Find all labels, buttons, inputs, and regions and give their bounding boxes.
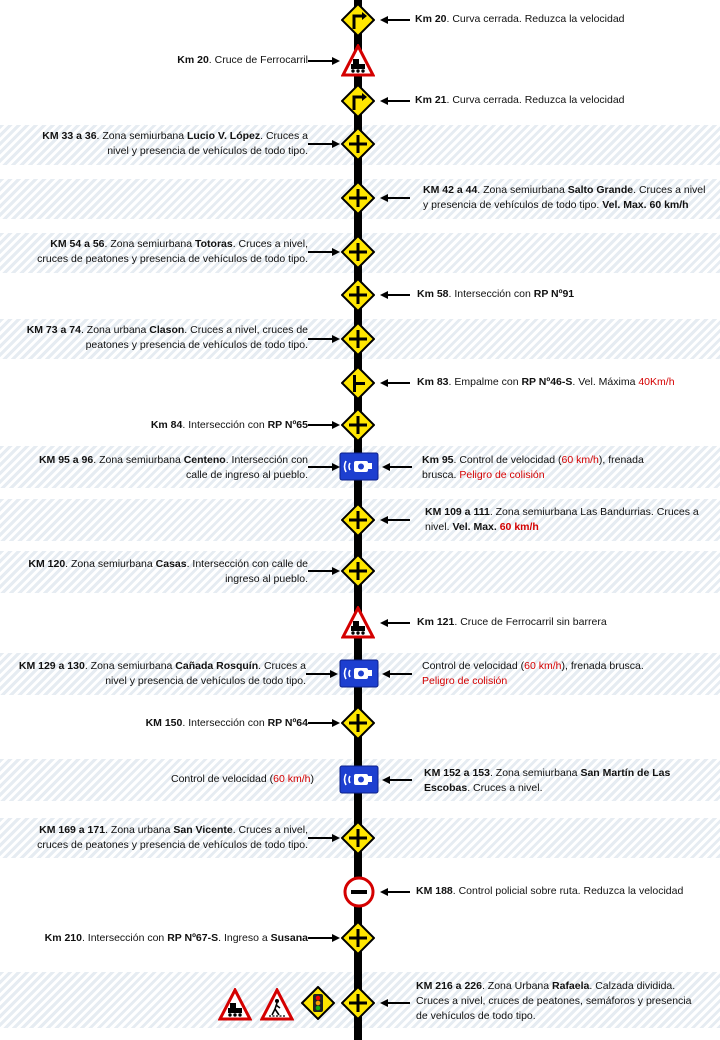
crossroads-icon xyxy=(341,322,375,356)
entry-text: Km 210. Intersección con RP Nº67-S. Ingreso a Susana xyxy=(44,932,308,944)
arrow-left xyxy=(380,515,412,525)
crossroads-icon xyxy=(341,278,375,312)
crossroads-icon xyxy=(341,181,375,215)
arrow-right xyxy=(308,139,340,149)
radar-icon xyxy=(339,452,379,482)
crossroads-icon xyxy=(341,821,375,855)
entry-text: KM 73 a 74. Zona urbana Clason. Cruces a nivel, cruces de peatones y presencia de vehículos de todo tipo. xyxy=(26,324,308,351)
t-junction-icon xyxy=(341,366,375,400)
arrow-left xyxy=(380,96,412,106)
arrow-right xyxy=(306,669,338,679)
arrow-left xyxy=(380,378,412,388)
arrow-left xyxy=(380,887,412,897)
curve-right-icon xyxy=(341,84,375,118)
curve-right-icon xyxy=(341,3,375,37)
crossroads-icon xyxy=(341,127,375,161)
railroad-crossing-icon xyxy=(218,988,252,1022)
arrow-left xyxy=(382,775,414,785)
arrow-left xyxy=(380,998,412,1008)
radar-icon xyxy=(339,659,379,689)
arrow-right xyxy=(308,56,340,66)
traffic-light-icon xyxy=(301,986,335,1020)
arrow-left xyxy=(382,462,414,472)
entry-text: KM 42 a 44. Zona semiurbana Salto Grande. Cruces a nivel y presencia de vehículos de todo tipo. Vel. Max. 60 km/h xyxy=(423,184,706,211)
crossroads-icon xyxy=(341,921,375,955)
entry-text: Km 83. Empalme con RP Nº46-S. Vel. Máxima 40Km/h xyxy=(417,376,675,388)
entry-text: KM 54 a 56. Zona semiurbana Totoras. Cruces a nivel, cruces de peatones y presencia de vehículos de todo tipo. xyxy=(37,238,308,265)
entry-text: Km 20. Curva cerrada. Reduzca la velocidad xyxy=(415,13,625,25)
arrow-left xyxy=(380,193,412,203)
entry-text: Km 121. Cruce de Ferrocarril sin barrera xyxy=(417,616,607,628)
crossroads-icon xyxy=(341,503,375,537)
entry-text: KM 216 a 226. Zona Urbana Rafaela. Calzada dividida. Cruces a nivel, cruces de peatones, semáforos y presencia de vehículos de todo tipo. xyxy=(416,980,692,1022)
railroad-crossing-icon xyxy=(341,44,375,78)
entry-text: Km 58. Intersección con RP Nº91 xyxy=(417,288,575,300)
crossroads-icon xyxy=(341,235,375,269)
arrow-right xyxy=(308,566,340,576)
radar-icon xyxy=(339,765,379,795)
no-entry-icon xyxy=(343,876,375,908)
arrow-left xyxy=(380,290,412,300)
crossroads-icon xyxy=(341,408,375,442)
arrow-right xyxy=(308,933,340,943)
entry-text: Control de velocidad (60 km/h), frenada brusca. Peligro de colisión xyxy=(422,660,644,687)
arrow-right xyxy=(308,718,340,728)
arrow-left xyxy=(382,669,414,679)
crossroads-icon xyxy=(341,706,375,740)
crossroads-icon xyxy=(341,986,375,1020)
entry-text: KM 188. Control policial sobre ruta. Reduzca la velocidad xyxy=(416,885,684,897)
entry-text: Km 21. Curva cerrada. Reduzca la velocidad xyxy=(415,94,625,106)
entry-text: KM 152 a 153. Zona semiurbana San Martín de Las Escobas. Cruces a nivel. xyxy=(424,767,671,794)
entry-text: Km 95. Control de velocidad (60 km/h), frenada brusca. Peligro de colisión xyxy=(422,454,644,481)
entry-text: KM 95 a 96. Zona semiurbana Centeno. Intersección con calle de ingreso al pueblo. xyxy=(38,454,308,481)
arrow-right xyxy=(308,833,340,843)
arrow-right xyxy=(308,334,340,344)
arrow-left xyxy=(380,618,412,628)
entry-text: KM 109 a 111. Zona semiurbana Las Bandurrias. Cruces a nivel. Vel. Max. 60 km/h xyxy=(425,506,699,533)
crossroads-icon xyxy=(341,554,375,588)
arrow-right xyxy=(308,420,340,430)
entry-text: KM 150. Intersección con RP Nº64 xyxy=(145,717,308,729)
entry-text: KM 120. Zona semiurbana Casas. Intersección con calle de ingreso al pueblo. xyxy=(28,558,308,585)
arrow-right xyxy=(308,462,340,472)
entry-text: KM 169 a 171. Zona urbana San Vicente. Cruces a nivel, cruces de peatones y presencia de vehículos de todo tipo. xyxy=(37,824,308,851)
entry-text: KM 33 a 36. Zona semiurbana Lucio V. López. Cruces a nivel y presencia de vehículos de todo tipo. xyxy=(42,130,308,157)
arrow-right xyxy=(308,247,340,257)
entry-text: Control de velocidad (60 km/h) xyxy=(171,773,314,785)
pedestrian-crossing-icon xyxy=(260,988,294,1022)
arrow-left xyxy=(380,15,412,25)
entry-text: KM 129 a 130. Zona semiurbana Cañada Rosquín. Cruces a nivel y presencia de vehículos de todo tipo. xyxy=(18,660,306,687)
railroad-crossing-icon xyxy=(341,606,375,640)
entry-text: Km 84. Intersección con RP Nº65 xyxy=(150,419,308,431)
entry-text: Km 20. Cruce de Ferrocarril xyxy=(177,54,308,66)
